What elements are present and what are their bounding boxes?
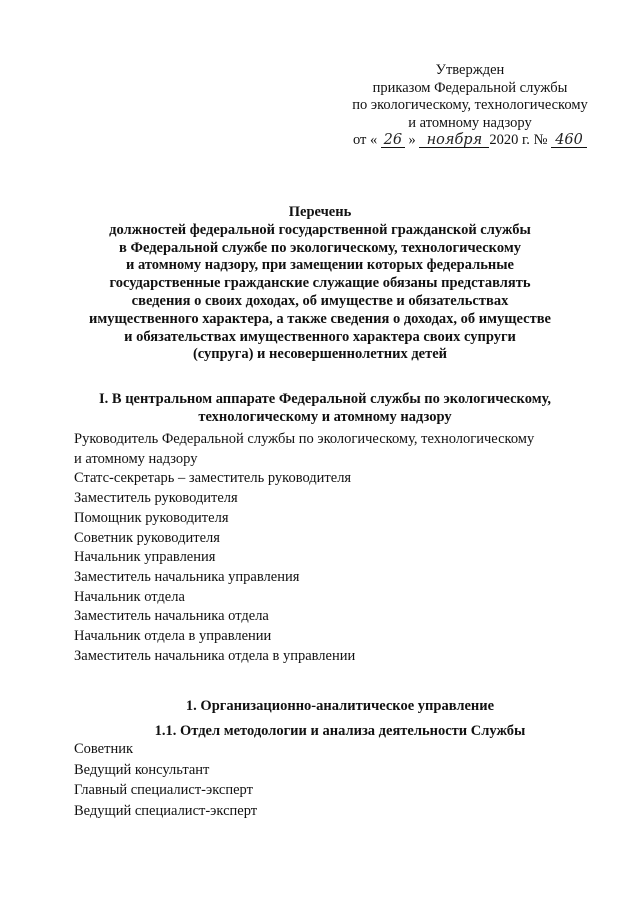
list-item: Заместитель руководителя [74,490,238,507]
list-item: Советник [74,741,134,757]
list-item: Ведущий консультант [74,761,210,778]
position-list [74,430,594,666]
title-line: имущественного характера, а также сведения о доходах, об имуществе [89,310,551,327]
list-item: Помощник руководителя [74,509,229,526]
title-line: и обязательствах имущественного характера своих супруги [124,328,516,345]
approval-stamp-block [320,62,620,150]
list-item: Заместитель начальника отдела в управлении [74,647,356,664]
section-heading-line: технологическому и атомному надзору [198,409,452,425]
list-item: Начальник управления [74,549,216,566]
number-sign: № [533,132,548,148]
approval-line: Утвержден [435,62,505,78]
approval-date-line [320,132,620,150]
title-line: сведения о своих доходах, об имуществе и обязательствах [131,292,509,309]
title-line: (супруга) и несовершеннолетних детей [192,346,448,363]
document-title [60,204,580,364]
list-item: Заместитель начальника отдела [74,608,269,625]
list-item: Ведущий специалист-эксперт [74,802,258,819]
list-item: Начальник отдела [74,588,185,605]
list-item: и атомному надзору [74,450,198,467]
department-position-list [74,739,594,821]
list-item: Советник руководителя [74,529,220,546]
subdivision-heading: 1.1. Отдел методологии и анализа деятельности Службы [154,723,526,739]
date-mid: » [408,132,416,148]
approval-line: по экологическому, технологическому [352,97,588,113]
title-line: Перечень [288,204,352,220]
list-item: Статс-секретарь – заместитель руководителя [74,470,352,487]
date-prefix: от « [352,132,378,148]
handwritten-month: ноября [419,133,489,148]
title-line: и атомному надзору, при замещении которых федеральные [126,257,514,274]
title-line: в Федеральной службе по экологическому, технологическому [119,239,521,256]
list-item: Главный специалист-эксперт [74,782,253,798]
department-heading: 1. Организационно-аналитическое управление [185,698,495,714]
handwritten-order-number: 460 [551,133,587,148]
title-line: государственные гражданские служащие обязаны представлять [109,275,531,292]
approval-line: приказом Федеральной службы [372,79,568,96]
title-line: должностей федеральной государственной гражданской службы [109,221,531,238]
section-heading-line: I. В центральном аппарате Федеральной службы по экологическому, [99,391,551,407]
approval-line: и атомному надзору [408,114,532,131]
list-item: Руководитель Федеральной службы по экологическому, технологическому [74,431,535,447]
list-item: Заместитель начальника управления [74,568,300,585]
section-heading [70,390,580,426]
date-year: 2020 г. [489,132,530,148]
handwritten-day: 26 [381,133,405,148]
list-item: Начальник отдела в управлении [74,628,272,645]
